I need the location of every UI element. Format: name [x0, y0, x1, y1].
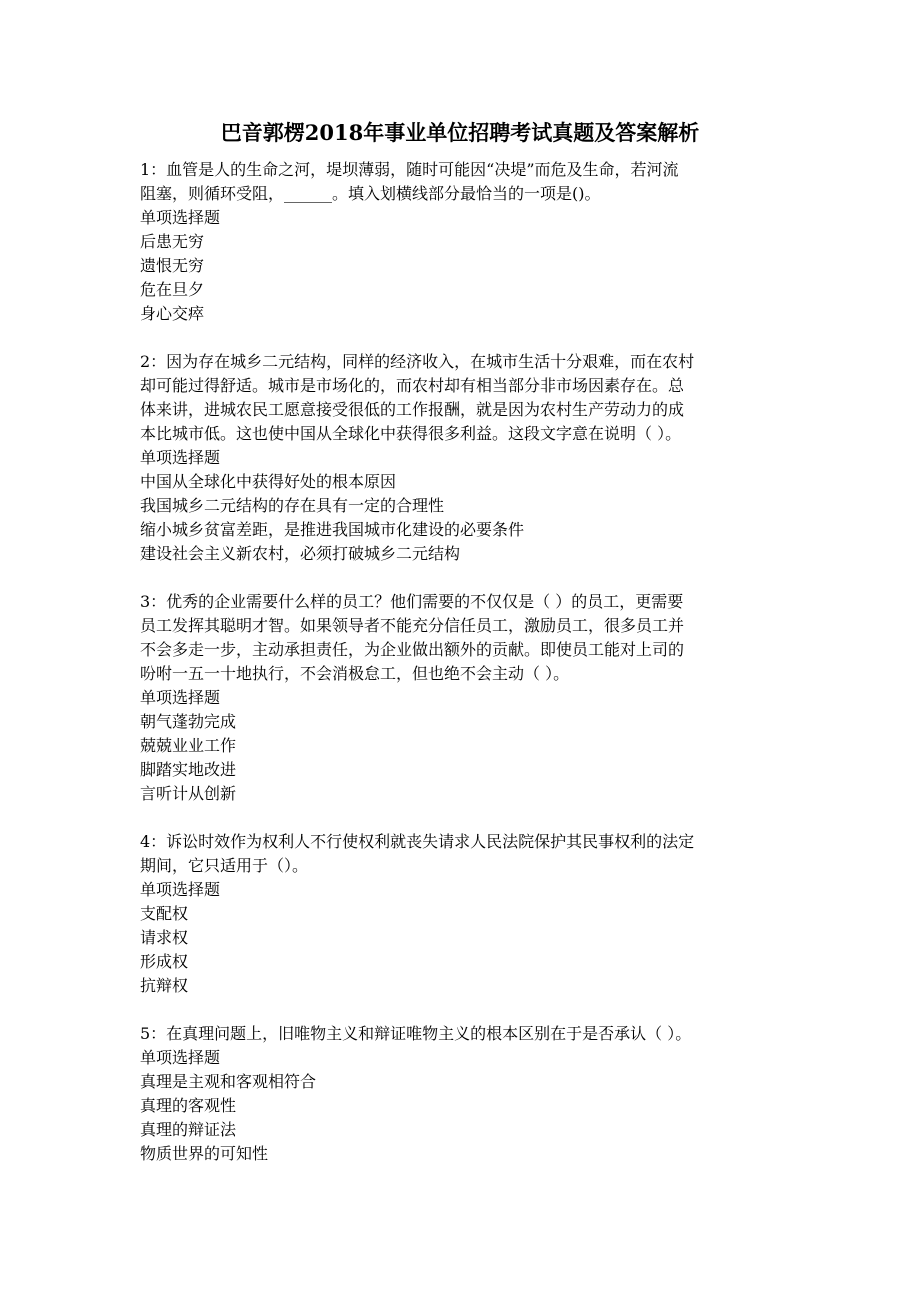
question-type: 单项选择题: [140, 880, 221, 899]
answer-option: 言听计从创新: [140, 784, 237, 803]
question-stem-line: 本比城市低。这也使中国从全球化中获得很多利益。这段文字意在说明（ ）。: [140, 424, 682, 443]
question-2: [140, 350, 785, 566]
question-stem-line: 员工发挥其聪明才智。如果领导者不能充分信任员工，激励员工，很多员工并: [140, 616, 685, 635]
question-stem-line: 1：血管是人的生命之河，堤坝薄弱，随时可能因“决堤”而危及生命，若河流: [140, 160, 679, 179]
question-type: 单项选择题: [140, 448, 221, 467]
answer-option: 真理的辩证法: [140, 1120, 237, 1139]
question-list: [140, 158, 785, 1190]
question-type: 单项选择题: [140, 688, 221, 707]
question-stem-line: 不会多走一步，主动承担责任，为企业做出额外的贡献。即使员工能对上司的: [140, 640, 685, 659]
question-stem-line: 却可能过得舒适。城市是市场化的，而农村却有相当部分非市场因素存在。总: [140, 376, 685, 395]
question-1: [140, 158, 785, 326]
answer-option: 抗辩权: [140, 976, 189, 995]
question-4: [140, 830, 785, 998]
answer-option: 支配权: [140, 904, 189, 923]
question-stem-line: 阻塞，则循环受阻，______。填入划横线部分最恰当的一项是()。: [140, 184, 601, 203]
question-stem-line: 体来讲，进城农民工愿意接受很低的工作报酬，就是因为农村生产劳动力的成: [140, 400, 685, 419]
question-3: [140, 590, 785, 806]
answer-option: 身心交瘁: [140, 304, 205, 323]
answer-option: 中国从全球化中获得好处的根本原因: [140, 472, 397, 491]
answer-option: 真理的客观性: [140, 1096, 237, 1115]
answer-option: 朝气蓬勃完成: [140, 712, 237, 731]
answer-option: 危在旦夕: [140, 280, 205, 299]
answer-option: 我国城乡二元结构的存在具有一定的合理性: [140, 496, 445, 515]
answer-option: 建设社会主义新农村，必须打破城乡二元结构: [140, 544, 461, 563]
answer-option: 请求权: [140, 928, 189, 947]
question-stem-line: 吩咐一五一十地执行，不会消极怠工，但也绝不会主动（ ）。: [140, 664, 570, 683]
question-type: 单项选择题: [140, 208, 221, 227]
answer-option: 物质世界的可知性: [140, 1144, 269, 1163]
answer-option: 形成权: [140, 952, 189, 971]
answer-option: 脚踏实地改进: [140, 760, 237, 779]
question-stem-line: 3：优秀的企业需要什么样的员工？他们需要的不仅仅是（ ）的员工，更需要: [140, 592, 684, 611]
question-stem-line: 5：在真理问题上，旧唯物主义和辩证唯物主义的根本区别在于是否承认（ ）。: [140, 1024, 692, 1043]
answer-option: 遗恨无穷: [140, 256, 205, 275]
answer-option: 兢兢业业工作: [140, 736, 237, 755]
question-stem-line: 期间，它只适用于（）。: [140, 856, 309, 875]
answer-option: 后患无穷: [140, 232, 205, 251]
answer-option: 缩小城乡贫富差距，是推进我国城市化建设的必要条件: [140, 520, 525, 539]
answer-option: 真理是主观和客观相符合: [140, 1072, 317, 1091]
question-stem-line: 2：因为存在城乡二元结构，同样的经济收入，在城市生活十分艰难，而在农村: [140, 352, 695, 371]
question-type: 单项选择题: [140, 1048, 221, 1067]
document-title: 巴音郭楞2018年事业单位招聘考试真题及答案解析: [220, 120, 700, 145]
question-stem-line: 4：诉讼时效作为权利人不行使权利就丧失请求人民法院保护其民事权利的法定: [140, 832, 695, 851]
question-5: [140, 1022, 785, 1166]
